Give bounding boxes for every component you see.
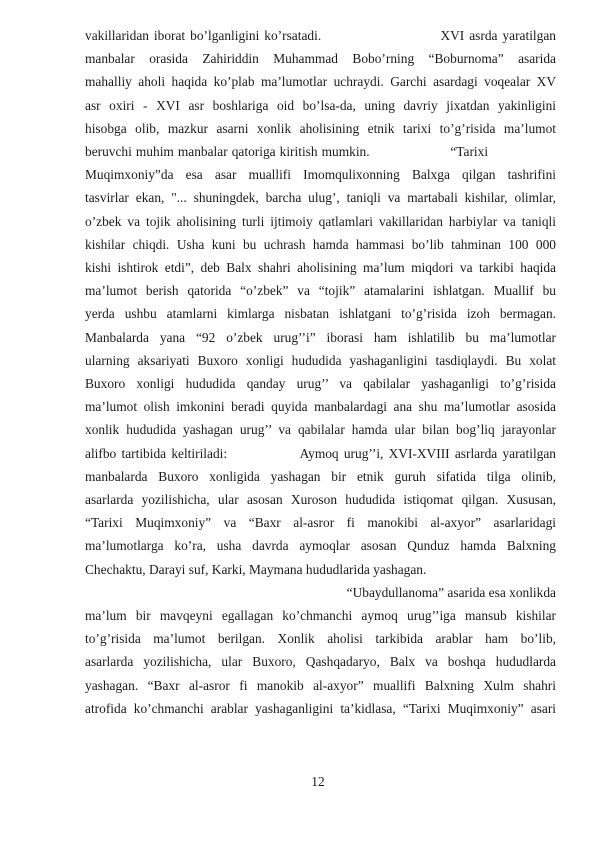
text-line: to’g’risida ma’lumot berilgan. Xonlik aholisi tarkibida arablar ham bo’lib, <box>85 631 556 647</box>
text-line: vakillaridan iborat bo’lganligini ko’rsatadi. XVI asrda yaratilgan <box>85 28 556 43</box>
text-line: manbalarda Buxoro xonligida yashagan bir etnik guruh sifatida tilga olinib, <box>85 468 556 484</box>
text-line: o’zbek va tojik aholisining turli ijtimoiy qatlamlari vakillaridan harbiylar va taniqli <box>85 213 556 229</box>
text-line: mahalliy aholi haqida ko’plab ma’lumotlar uchraydi. Garchi asardagi voqealar XV <box>85 74 556 90</box>
text-line: Chechaktu, Darayi suf, Karki, Maymana hududlarida yashagan. <box>85 561 427 577</box>
page-number: 12 <box>311 774 325 789</box>
text-line: alifbo tartibida keltiriladi: Aymoq urug’’i, XVI-XVIII asrlarda yaratilgan <box>85 445 556 461</box>
text-line: kishilar chiqdi. Usha kuni bu uchrash hamda hammasi bo’lib tahminan 100 000 <box>85 236 556 252</box>
text-line: yerda ushbu atamlarni kimlarga nisbatan ishlatgani to’g’risida izoh bermagan. <box>85 306 556 322</box>
text-line: Buxoro xonligi hududida qanday urug’’ va qabilalar yashaganligi to’g’risida <box>85 376 556 392</box>
body-text <box>85 24 556 720</box>
text-line: beruvchi muhim manbalar qatoriga kiritish mumkin. “Tarixi <box>85 144 556 160</box>
text-line-indented: “Ubaydullanoma” asarida esa xonlikda <box>346 584 556 600</box>
text-line: atrofida ko’chmanchi arablar yashaganligini ta’kidlasa, “Tarixi Muqimxoniy” asari <box>85 700 556 716</box>
text-line: Manbalarda yana “92 o’zbek urug’’i” iborasi ham ishlatilib bu ma’lumotlar <box>85 329 556 345</box>
text-line: hisobga olib, mazkur asarni xonlik aholisining etnik tarixi to’g’risida ma’lumot <box>85 120 556 136</box>
text-line: Muqimxoniy”da esa asar muallifi Imomqulixonning Balxga qilgan tashrifini <box>85 167 556 183</box>
text-line: “Tarixi Muqimxoniy” va “Baxr al-asror fi manokibi al-axyor” asarlaridagi <box>85 515 556 531</box>
text-line: xonlik hududida yashagan urug’’ va qabilalar hamda ular bilan bog’liq jarayonlar <box>85 422 556 438</box>
text-line: asr oxiri - XVI asr boshlariga oid bo’lsa-da, uning davriy jixatdan yakinligini <box>85 97 556 113</box>
text-line: asarlarda yozilishicha, ular Buxoro, Qashqadaryo, Balx va boshqa hududlarda <box>85 654 556 670</box>
text-line: ma’lumotlarga ko’ra, usha davrda aymoqlar asosan Qunduz hamda Balxning <box>85 538 556 554</box>
text-line: manbalar orasida Zahiriddin Muhammad Bobo’rning “Boburnoma” asarida <box>85 51 556 67</box>
text-line: ma’lumot olish imkonini beradi quyida manbalardagi ana shu ma’lumotlar asosida <box>85 399 556 415</box>
text-line: asarlarda yozilishicha, ular asosan Xuroson hududida istiqomat qilgan. Xususan, <box>85 492 556 508</box>
text-line: ularning aksariyati Buxoro xonligi hududida yashaganligini tasdiqlaydi. Bu xolat <box>85 352 556 368</box>
text-line: ma’lum bir mavqeyni egallagan ko’chmanchi aymoq urug’’iga mansub kishilar <box>85 608 556 624</box>
text-line: ma’lumot berish qatorida “o’zbek” va “tojik” atamalarini ishlatgan. Muallif bu <box>85 283 556 299</box>
text-line: tasvirlar ekan, "... shuningdek, barcha ulug’, taniqli va martabali kishilar, olimlar, <box>85 190 556 206</box>
text-line: kishi ishtirok etdi”, deb Balx shahri aholisining ma’lum miqdori va tarkibi haqida <box>85 260 556 276</box>
text-line: yashagan. “Baxr al-asror fi manokib al-axyor” muallifi Balxning Xulm shahri <box>85 677 556 693</box>
